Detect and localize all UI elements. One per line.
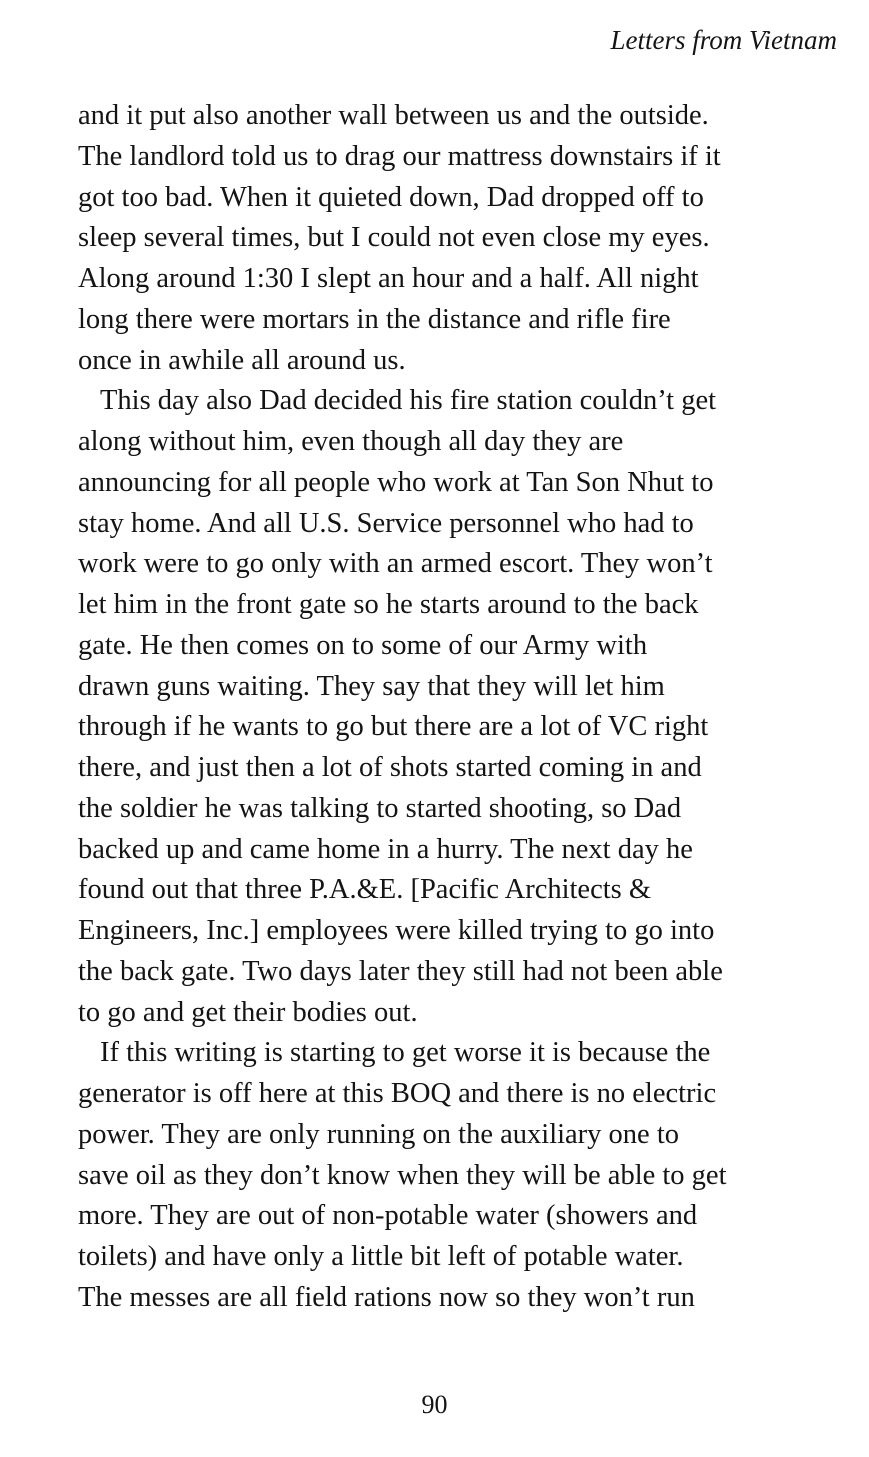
text-line: announcing for all people who work at Tan Son Nhut to bbox=[78, 466, 714, 498]
text-line: there, and just then a lot of shots started coming in and bbox=[78, 752, 702, 783]
text-line: gate. He then comes on to some of our Army with bbox=[78, 629, 648, 661]
text-line: once in awhile all around us. bbox=[78, 344, 406, 376]
text-line: the back gate. Two days later they still had not been able bbox=[78, 955, 723, 987]
text-line: backed up and came home in a hurry. The next day he bbox=[78, 833, 693, 865]
text-line: sleep several times, but I could not even close my eyes. bbox=[78, 222, 710, 254]
text-line: found out that three P.A.&E. [Pacific Architects & bbox=[78, 874, 652, 906]
text-line: The messes are all field rations now so they won’t run bbox=[78, 1281, 695, 1313]
text-line: generator is off here at this BOQ and there is no electric bbox=[78, 1078, 717, 1109]
page-number: 90 bbox=[421, 1390, 448, 1419]
text-line: save oil as they don’t know when they will be able to get bbox=[78, 1159, 727, 1191]
text-line: toilets) and have only a little bit left of potable water. bbox=[78, 1241, 684, 1272]
text-line: Along around 1:30 I slept an hour and a half. All night bbox=[78, 263, 699, 294]
text-line: power. They are only running on the auxiliary one to bbox=[78, 1118, 679, 1150]
text-line: got too bad. When it quieted down, Dad dropped off to bbox=[78, 181, 704, 213]
text-line: stay home. And all U.S. Service personnel who had to bbox=[78, 507, 694, 539]
text-line: Engineers, Inc.] employees were killed trying to go into bbox=[78, 915, 715, 946]
text-line: drawn guns waiting. They say that they will let him bbox=[78, 670, 665, 702]
text-line: long there were mortars in the distance and rifle fire bbox=[78, 303, 671, 335]
text-line: let him in the front gate so he starts around to the back bbox=[78, 589, 699, 620]
text-line: work were to go only with an armed escort. They won’t bbox=[78, 548, 713, 580]
text-line: This day also Dad decided his fire station couldn’t get bbox=[100, 385, 717, 417]
text-line: The landlord told us to drag our mattress downstairs if it bbox=[78, 140, 721, 172]
running-head: Letters from Vietnam bbox=[610, 25, 837, 55]
text-line: through if he wants to go but there are a lot of VC right bbox=[78, 711, 709, 743]
text-line: and it put also another wall between us and the outside. bbox=[78, 100, 709, 131]
text-line: along without him, even though all day they are bbox=[78, 426, 624, 457]
text-line: If this writing is starting to get worse it is because the bbox=[100, 1037, 711, 1069]
text-line: the soldier he was talking to started shooting, so Dad bbox=[78, 792, 682, 824]
body-text bbox=[78, 96, 838, 1319]
text-line: to go and get their bodies out. bbox=[78, 996, 418, 1028]
text-line: more. They are out of non-potable water (showers and bbox=[78, 1200, 698, 1232]
